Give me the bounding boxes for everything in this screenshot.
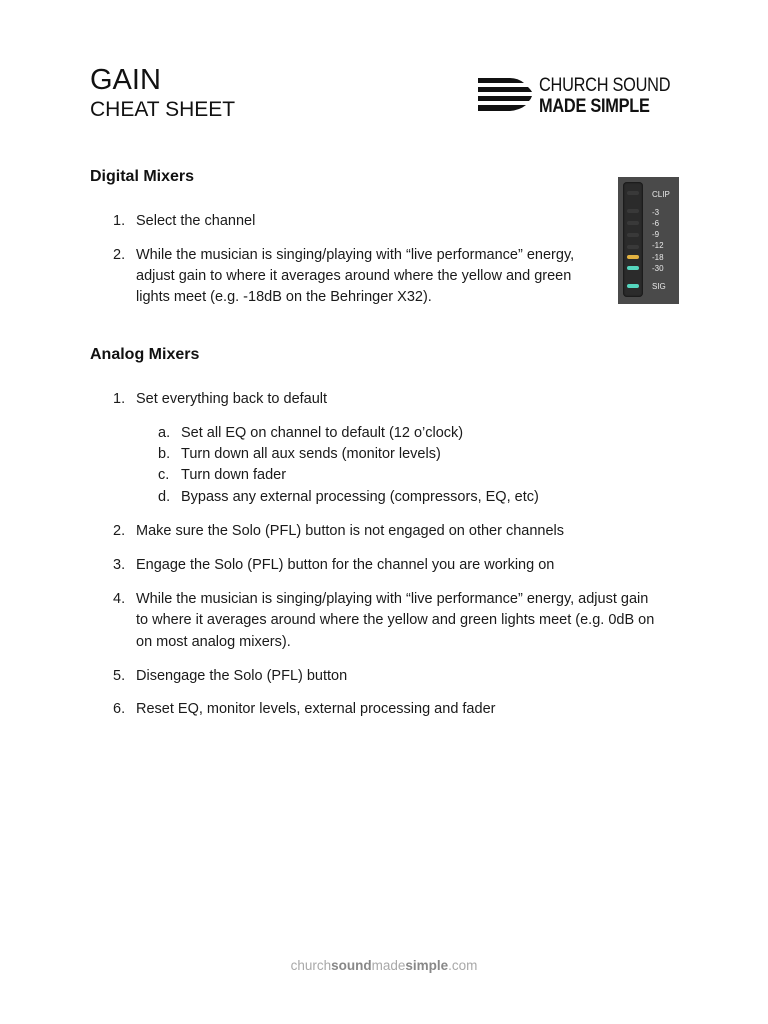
list-number: 4. bbox=[113, 591, 126, 607]
page-subtitle: CHEAT SHEET bbox=[90, 98, 236, 121]
footer-url-part: simple bbox=[405, 958, 449, 973]
meter-label: -9 bbox=[652, 230, 660, 239]
list-number: 1. bbox=[113, 391, 126, 407]
meter-strip bbox=[623, 182, 643, 297]
logo-text-line2: MADE SIMPLE bbox=[539, 96, 650, 117]
brand-logo bbox=[476, 74, 686, 120]
level-meter-image bbox=[618, 177, 679, 304]
sub-list-letter: b. bbox=[158, 446, 171, 462]
footer-url[interactable] bbox=[0, 958, 768, 973]
meter-label: -6 bbox=[652, 219, 660, 228]
list-text: Engage the Solo (PFL) button for the channel you are working on bbox=[136, 557, 555, 573]
list-text: lights meet (e.g. -18dB on the Behringer X32). bbox=[136, 289, 432, 305]
section-heading-analog: Analog Mixers bbox=[90, 346, 200, 363]
logo-mark-icon bbox=[476, 76, 532, 116]
meter-led-3 bbox=[627, 209, 639, 213]
meter-led-30 bbox=[627, 266, 639, 270]
list-text: to where it averages around where the yellow and green lights meet (e.g. 0dB on bbox=[136, 612, 655, 628]
list-number: 6. bbox=[113, 701, 126, 717]
section-heading-digital: Digital Mixers bbox=[90, 168, 195, 185]
list-number: 2. bbox=[113, 523, 126, 539]
meter-label: -3 bbox=[652, 208, 660, 217]
meter-led-clip bbox=[627, 191, 639, 195]
sub-list-text: Turn down fader bbox=[181, 467, 287, 483]
footer-url-part: sound bbox=[331, 958, 372, 973]
meter-label: SIG bbox=[652, 282, 666, 291]
meter-led-sig bbox=[627, 284, 639, 288]
list-number: 1. bbox=[113, 213, 126, 229]
logo-text-line1: CHURCH SOUND bbox=[539, 75, 671, 96]
sub-list-letter: c. bbox=[158, 467, 170, 483]
list-text: Set everything back to default bbox=[136, 391, 328, 407]
meter-label: -30 bbox=[652, 264, 664, 273]
meter-label: CLIP bbox=[652, 190, 670, 199]
meter-label: -18 bbox=[652, 253, 664, 262]
footer-url-part: .com bbox=[448, 958, 478, 973]
list-number: 5. bbox=[113, 668, 126, 684]
list-number: 2. bbox=[113, 247, 126, 263]
list-text: While the musician is singing/playing with “live performance” energy, adjust gain bbox=[136, 591, 649, 607]
meter-led-12 bbox=[627, 245, 639, 249]
list-number: 3. bbox=[113, 557, 126, 573]
sub-list-text: Set all EQ on channel to default (12 o’clock) bbox=[181, 425, 464, 441]
list-text: Reset EQ, monitor levels, external processing and fader bbox=[136, 701, 496, 717]
sub-list-text: Bypass any external processing (compressors, EQ, etc) bbox=[181, 489, 539, 505]
sub-list-text: Turn down all aux sends (monitor levels) bbox=[181, 446, 441, 462]
sub-list-letter: d. bbox=[158, 489, 171, 505]
list-text: on most analog mixers). bbox=[136, 634, 291, 650]
list-text: Select the channel bbox=[136, 213, 256, 229]
footer-url-part: church bbox=[290, 958, 332, 973]
list-text: Disengage the Solo (PFL) button bbox=[136, 668, 348, 684]
list-text: Make sure the Solo (PFL) button is not engaged on other channels bbox=[136, 523, 565, 539]
meter-led-9 bbox=[627, 233, 639, 237]
list-text: adjust gain to where it averages around where the yellow and green bbox=[136, 268, 572, 284]
meter-led-18 bbox=[627, 255, 639, 259]
footer-url-part: made bbox=[371, 958, 406, 973]
list-text: While the musician is singing/playing with “live performance” energy, bbox=[136, 247, 575, 263]
page-title: GAIN bbox=[90, 64, 161, 96]
meter-led-6 bbox=[627, 221, 639, 225]
meter-label: -12 bbox=[652, 241, 664, 250]
sub-list-letter: a. bbox=[158, 425, 171, 441]
